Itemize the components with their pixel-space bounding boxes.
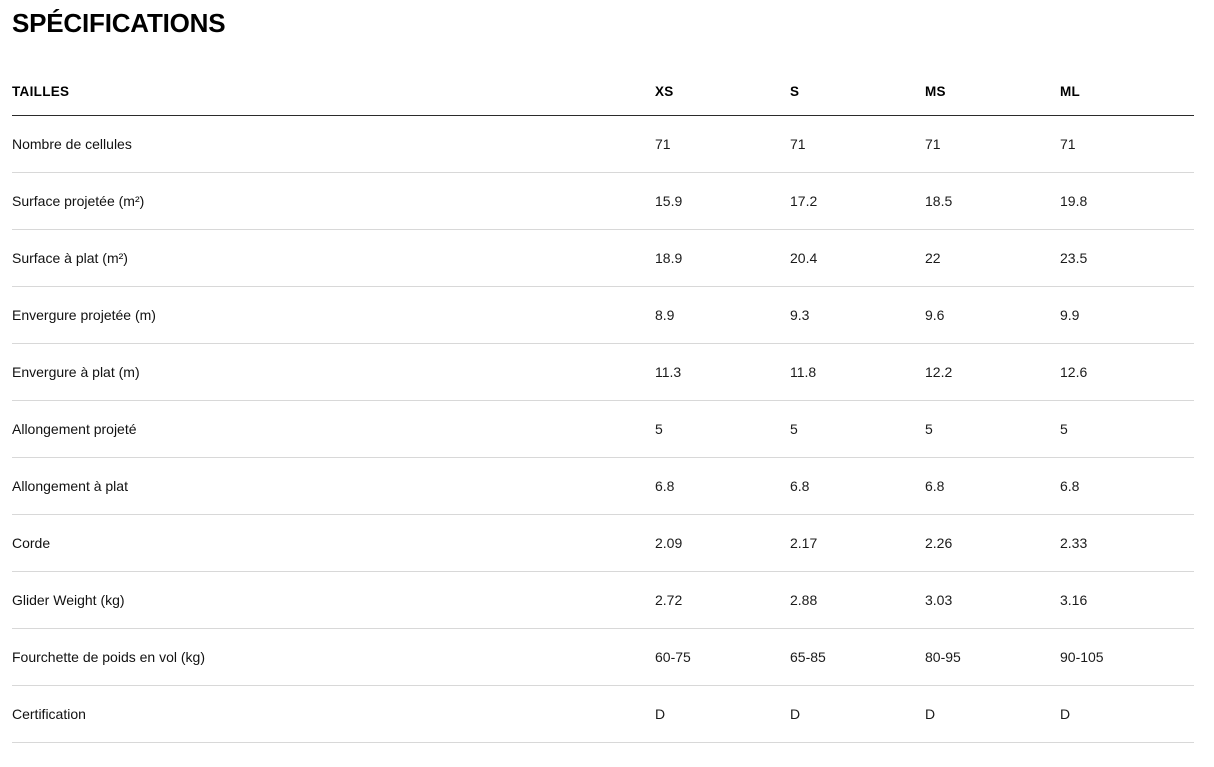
- row-value-ms: 9.6: [925, 287, 1060, 344]
- row-value-ms: 2.26: [925, 515, 1060, 572]
- row-value-xs: 18.9: [655, 230, 790, 287]
- row-value-ms: 3.03: [925, 572, 1060, 629]
- column-header-xs: XS: [655, 84, 790, 116]
- row-value-ml: 6.8: [1060, 458, 1194, 515]
- row-value-xs: 11.3: [655, 344, 790, 401]
- row-value-s: 2.17: [790, 515, 925, 572]
- row-value-xs: 60-75: [655, 629, 790, 686]
- row-value-ms: 5: [925, 401, 1060, 458]
- table-row: [12, 686, 1194, 743]
- table-row: [12, 230, 1194, 287]
- row-label: Envergure projetée (m): [12, 287, 655, 344]
- table-row: [12, 458, 1194, 515]
- row-label: Allongement à plat: [12, 458, 655, 515]
- table-body: [12, 116, 1194, 743]
- column-header-s: S: [790, 84, 925, 116]
- row-value-ms: 80-95: [925, 629, 1060, 686]
- row-value-s: 65-85: [790, 629, 925, 686]
- table-header-row: [12, 84, 1194, 116]
- row-label: Envergure à plat (m): [12, 344, 655, 401]
- row-value-s: 20.4: [790, 230, 925, 287]
- row-label: Surface projetée (m²): [12, 173, 655, 230]
- table-row: [12, 572, 1194, 629]
- row-label: Certification: [12, 686, 655, 743]
- table-row: [12, 629, 1194, 686]
- row-value-s: 11.8: [790, 344, 925, 401]
- table-row: [12, 287, 1194, 344]
- column-header-ms: MS: [925, 84, 1060, 116]
- table-row: [12, 515, 1194, 572]
- row-label: Nombre de cellules: [12, 116, 655, 173]
- row-value-xs: 15.9: [655, 173, 790, 230]
- table-header: [12, 84, 1194, 116]
- row-value-ml: 19.8: [1060, 173, 1194, 230]
- row-value-ms: 6.8: [925, 458, 1060, 515]
- specifications-table: [12, 84, 1194, 743]
- column-header-ml: ML: [1060, 84, 1194, 116]
- row-value-ml: 9.9: [1060, 287, 1194, 344]
- row-value-s: 5: [790, 401, 925, 458]
- row-value-xs: 2.72: [655, 572, 790, 629]
- row-value-s: 71: [790, 116, 925, 173]
- row-value-ml: 5: [1060, 401, 1194, 458]
- row-label: Fourchette de poids en vol (kg): [12, 629, 655, 686]
- row-value-ms: 22: [925, 230, 1060, 287]
- table-row: [12, 401, 1194, 458]
- row-value-ml: 2.33: [1060, 515, 1194, 572]
- row-value-s: 9.3: [790, 287, 925, 344]
- table-row: [12, 173, 1194, 230]
- specifications-page: [0, 6, 1214, 767]
- page-title: SPÉCIFICATIONS: [12, 8, 226, 38]
- row-value-ml: 90-105: [1060, 629, 1194, 686]
- row-value-s: 17.2: [790, 173, 925, 230]
- row-value-ml: 71: [1060, 116, 1194, 173]
- row-value-xs: 2.09: [655, 515, 790, 572]
- row-value-ml: 3.16: [1060, 572, 1194, 629]
- row-value-ml: 23.5: [1060, 230, 1194, 287]
- row-value-xs: 71: [655, 116, 790, 173]
- column-header-sizes: TAILLES: [12, 84, 655, 116]
- row-value-xs: 8.9: [655, 287, 790, 344]
- row-value-xs: 6.8: [655, 458, 790, 515]
- row-value-ml: D: [1060, 686, 1194, 743]
- row-value-ms: 71: [925, 116, 1060, 173]
- row-label: Glider Weight (kg): [12, 572, 655, 629]
- row-value-ml: 12.6: [1060, 344, 1194, 401]
- table-row: [12, 344, 1194, 401]
- row-value-s: 2.88: [790, 572, 925, 629]
- row-label: Allongement projeté: [12, 401, 655, 458]
- row-value-xs: 5: [655, 401, 790, 458]
- row-label: Corde: [12, 515, 655, 572]
- table-row: [12, 116, 1194, 173]
- row-value-ms: 12.2: [925, 344, 1060, 401]
- row-value-s: 6.8: [790, 458, 925, 515]
- row-value-s: D: [790, 686, 925, 743]
- row-label: Surface à plat (m²): [12, 230, 655, 287]
- row-value-xs: D: [655, 686, 790, 743]
- row-value-ms: D: [925, 686, 1060, 743]
- row-value-ms: 18.5: [925, 173, 1060, 230]
